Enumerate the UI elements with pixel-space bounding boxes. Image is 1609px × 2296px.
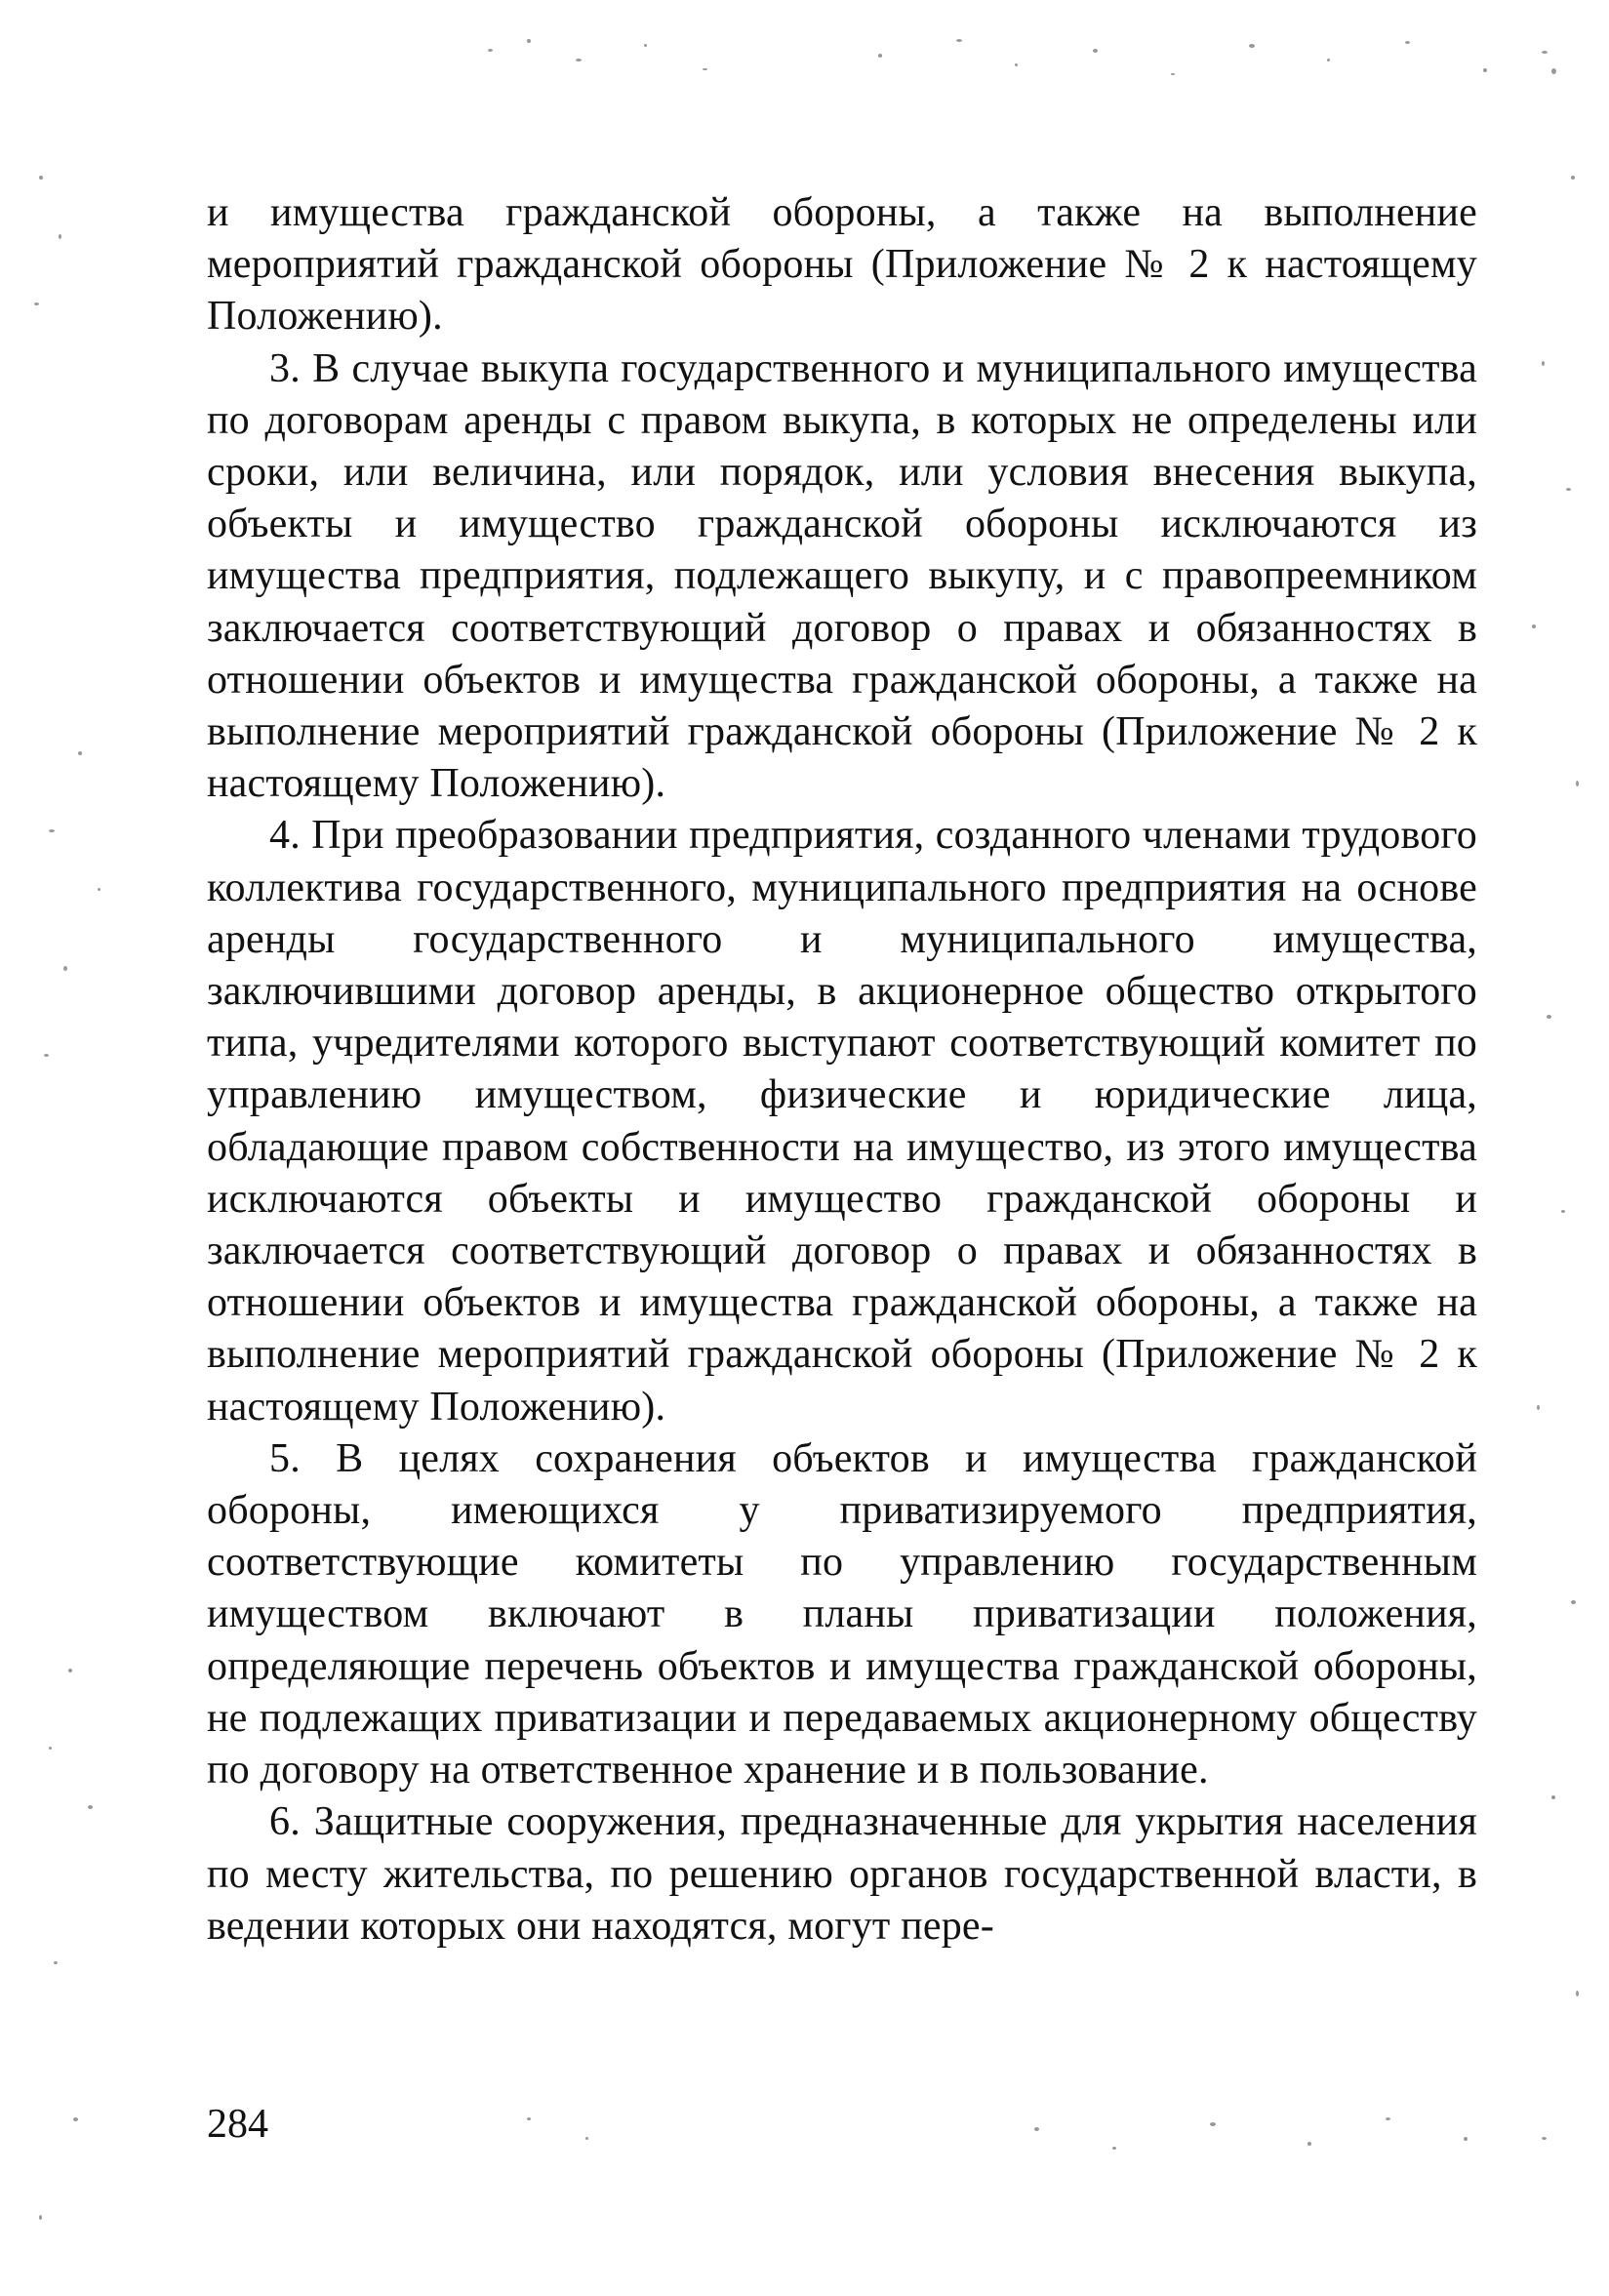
paragraph-5: 5. В целях сохранения объектов и имущества гражданской обороны, имеющихся у приватизируемого предприятия, соответствующие комитеты по управлению государственным имуществом включают в планы приватизации положения, определяющие перечень объектов и имущества гражданской обороны, не подлежащих приватизации и передаваемых акционерному обществу по договору на ответственное хранение и в пользование. — [207, 1435, 1477, 1793]
scan-noise-right — [1493, 39, 1600, 2244]
page-number: 284 — [207, 2102, 268, 2147]
scan-noise-top — [468, 29, 1581, 137]
scan-noise-bottom — [507, 2098, 1561, 2195]
body-text — [207, 187, 1477, 1953]
paragraph-continuation: и имущества гражданской обороны, а также на выполнение мероприятий гражданской обороны (Приложение № 2 к настоящему Положению). — [207, 190, 1477, 340]
scan-noise-left — [20, 146, 137, 2293]
paragraph-3: 3. В случае выкупа государственного и муниципального имущества по договорам аренды с правом выкупа, в которых не определены или сроки, или величина, или порядок, или условия внесения выкупа, объекты и имущество гражданской обороны исключаются из имущества предприятия, подлежащего выкупу, и с правопреемником заключается соответствующий договор о правах и обязанностях в отношении объектов и имущества гражданской обороны, а также на выполнение мероприятий гражданской обороны (Приложение № 2 к настоящему Положению). — [207, 345, 1477, 807]
paragraph-6: 6. Защитные сооружения, предназначенные для укрытия населения по месту жительства, по решению органов государственной власти, в ведении которых они находятся, могут пере- — [207, 1799, 1477, 1949]
paragraph-4: 4. При преобразовании предприятия, созданного членами трудового коллектива государственного, муниципального предприятия на основе аренды государственного и муниципального имущества, заключившими договор аренды, в акционерное общество открытого типа, учредителями которого выступают соответствующий комитет по управлению имуществом, физические и юридические лица, обладающие правом собственности на имущество, из этого имущества исключаются объекты и имущество гражданской обороны и заключается соответствующий договор о правах и обязанностях в отношении объектов и имущества гражданской обороны, а также на выполнение мероприятий гражданской обороны (Приложение № 2 к настоящему Положению). — [207, 813, 1477, 1430]
